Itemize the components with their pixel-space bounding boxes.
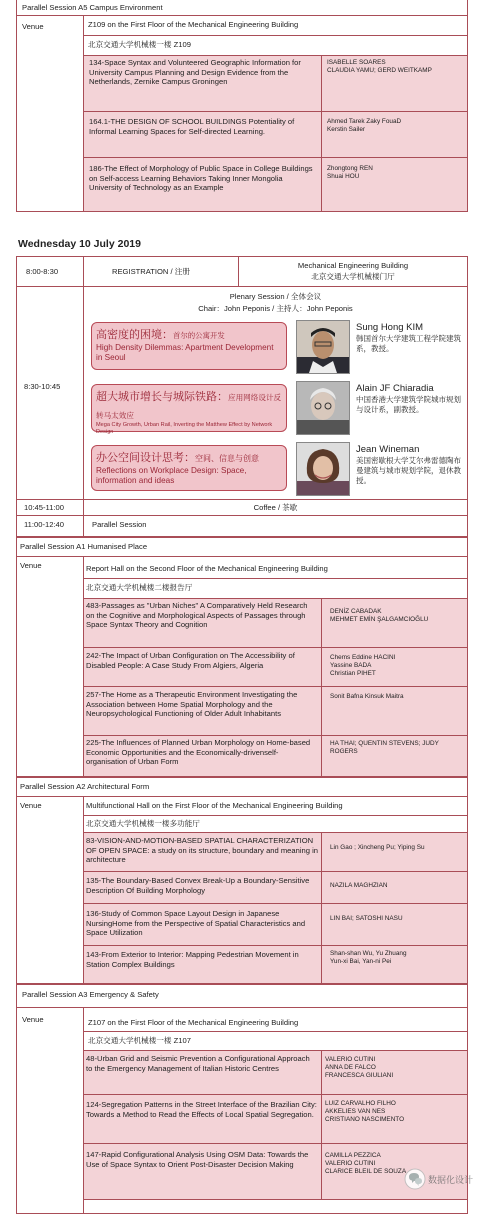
a5-paper-authors: Ahmed Tarek Zaky FouaD Kerstin Sailer bbox=[327, 118, 402, 133]
day-title: Wednesday 10 July 2019 bbox=[18, 238, 141, 250]
a1-paper-title: 257-The Home as a Therapeutic Environment Investigating the Association between Home Spatial Morphology and the Neuropsychological Functioning of Older Adult Inhabitants bbox=[86, 690, 298, 719]
speaker-name: Sung Hong KIM bbox=[356, 322, 424, 333]
parallel-time: 11:00-12:40 bbox=[24, 520, 64, 529]
registration-venue-en: Mechanical Engineering Building bbox=[297, 261, 409, 270]
speaker-desc: 韩国首尔大学建筑工程学院建筑系，教授。 bbox=[356, 334, 461, 353]
talk-title-bubble bbox=[91, 322, 287, 370]
parallel-label: Parallel Session bbox=[92, 520, 147, 529]
a1-paper-title: 242-The Impact of Urban Configuration on The Accessibility of Disabled People: A Case Study From Algiers, Algeria bbox=[86, 651, 295, 670]
speaker-desc: 美国密歇根大学艾尔弗雷德陶布曼建筑与城市规划学院，退休教授。 bbox=[356, 456, 461, 485]
speaker-desc: 中国香港大学建筑学院城市规划与设计系，副教授。 bbox=[356, 395, 461, 414]
talk-title-cn-sub: 应用网络设计反转马太效应 bbox=[96, 393, 282, 420]
talk-title-cn: 高密度的困境： bbox=[96, 329, 173, 341]
registration-time: 8:00-8:30 bbox=[26, 267, 59, 276]
plenary-chair: Chair：John Peponis / 主持人：John Peponis bbox=[198, 304, 353, 313]
a3-paper-authors: VALERIO CUTINI ANNA DE FALCO FRANCESCA GIULIANI bbox=[325, 1056, 394, 1079]
a2-paper-authors: LIN BAI; SATOSHI NASU bbox=[330, 915, 403, 922]
talk-title-en: High Density Dilemmas: Apartment Development in Seoul bbox=[96, 343, 274, 362]
talk-title-cn: 办公空间设计思考： bbox=[96, 452, 195, 464]
a5-paper-title: 134-Space Syntax and Volunteered Geographic Information for University Campus Planning and Design Evidence from the Netherlands, Zernike Campus Groningen bbox=[89, 58, 301, 87]
registration-label: REGISTRATION / 注册 bbox=[112, 267, 190, 276]
a1-paper-authors: Chems Eddine HACINI Yassine BADA Christian PIHET bbox=[330, 654, 396, 677]
registration-venue-cn: 北京交通大学机械楼门厅 bbox=[311, 272, 395, 281]
a5-venue-label: Venue bbox=[22, 22, 44, 31]
speaker-photo bbox=[296, 320, 350, 374]
plenary-title: Plenary Session / 全体会议 bbox=[229, 292, 322, 301]
a1-paper-authors: DENİZ CABADAK MEHMET EMİN ŞALGAMCIOĞLU bbox=[330, 608, 429, 623]
talk-title-bubble bbox=[91, 445, 287, 491]
watermark bbox=[404, 1168, 473, 1190]
a1-paper-title: 225-The Influences of Planned Urban Morphology on Home-based Economic Opportunities and the Economically-drivenself-organisation of Urban Form bbox=[86, 738, 311, 767]
speaker-photo bbox=[296, 381, 350, 435]
a3-paper-authors: CAMILLA PEZZICA VALERIO CUTINI CLARICE BLEIL DE SOUZA bbox=[325, 1152, 407, 1175]
a5-paper-title: 164.1-THE DESIGN OF SCHOOL BUILDINGS Potentiality of Informal Learning Spaces for Self-directed Learning. bbox=[89, 117, 295, 136]
a1-paper-authors: HA THAI; QUENTIN STEVENS; JUDY ROGERS bbox=[330, 740, 439, 755]
coffee-label: Coffee / 茶歇 bbox=[253, 503, 298, 512]
a2-paper-title: 135-The Boundary-Based Convex Break-Up a Boundary-Sensitive Description Of Building Morphology bbox=[86, 876, 310, 895]
a2-paper-authors: Shan-shan Wu, Yu Zhuang Yun-xi Bai, Yan-ni Pei bbox=[330, 950, 407, 965]
speaker-name: Jean Wineman bbox=[356, 444, 420, 455]
a1-paper-authors: Sonit Bafna Kinsuk Maitra bbox=[330, 693, 404, 700]
a2-header: Parallel Session A2 Architectural Form bbox=[20, 782, 150, 791]
a3-header: Parallel Session A3 Emergency & Safety bbox=[22, 990, 159, 999]
a2-paper-authors: NAZILA MAGHZIAN bbox=[330, 882, 388, 889]
a3-venue-en: Z107 on the First Floor of the Mechanical Engineering Building bbox=[88, 1018, 299, 1027]
a3-venue-label: Venue bbox=[22, 1015, 44, 1024]
a2-venue-label: Venue bbox=[20, 801, 42, 810]
speaker-photo bbox=[296, 442, 350, 496]
a5-header: Parallel Session A5 Campus Environment bbox=[22, 3, 163, 12]
plenary-time: 8:30-10:45 bbox=[24, 382, 61, 391]
talk-title-cn-sub: 首尔的公寓开发 bbox=[173, 331, 225, 340]
speaker-name: Alain JF Chiaradia bbox=[356, 383, 434, 394]
a3-paper-title: 124-Segregation Patterns in the Street Interface of the Brazilian City: Towards a Method to Read the Effects of Local Spatial Segregation. bbox=[86, 1100, 317, 1119]
coffee-time: 10:45-11:00 bbox=[24, 503, 64, 512]
a2-paper-authors: Lin Gao ; Xincheng Pu; Yiping Su bbox=[330, 844, 425, 851]
a5-venue-cn: 北京交通大学机械楼一楼 Z109 bbox=[88, 40, 191, 49]
a5-venue-en: Z109 on the First Floor of the Mechanical Engineering Building bbox=[88, 20, 299, 29]
a2-paper-title: 143-From Exterior to Interior: Mapping Pedestrian Movement in Station Complex Buildings bbox=[86, 950, 299, 969]
a2-paper-title: 136-Study of Common Space Layout Design in Japanese NursingHome from the Perspective of Spatial Characteristics and Space Utilization bbox=[86, 909, 306, 938]
a3-paper-title: 48-Urban Grid and Seismic Prevention a Configurational Approach to the Emergency Management of Italian Historic Centres bbox=[86, 1054, 310, 1073]
a1-venue-cn: 北京交通大学机械楼二楼报告厅 bbox=[86, 583, 193, 592]
talk-title-cn-sub: 空间、信息与创意 bbox=[195, 454, 259, 463]
a5-paper-title: 186-The Effect of Morphology of Public Space in College Buildings on Self-access Learning Behaviors Taking Inner Mongolia University of Technology as an Example bbox=[89, 164, 313, 193]
a2-venue-en: Multifunctional Hall on the First Floor of the Mechanical Engineering Building bbox=[86, 801, 343, 810]
a3-paper-authors: LUIZ CARVALHO FILHO AKKELIES VAN NES CRISTIANO NASCIMENTO bbox=[325, 1100, 405, 1123]
a1-venue-en: Report Hall on the Second Floor of the Mechanical Engineering Building bbox=[86, 564, 328, 573]
wechat-logo-icon bbox=[404, 1168, 426, 1190]
a3-venue-cn: 北京交通大学机械楼一楼 Z107 bbox=[88, 1036, 191, 1045]
watermark-text: 数据化设计 bbox=[428, 1174, 474, 1185]
a1-venue-label: Venue bbox=[20, 561, 42, 570]
a5-paper-authors: ISABELLE SOARES CLAUDIA YAMU; GERD WEITKAMP bbox=[327, 59, 432, 74]
a2-paper-title: 83-VISION-AND-MOTION-BASED SPATIAL CHARACTERIZATION OF OPEN SPACE: a study on its structure, boundary and meaning in architecture bbox=[86, 836, 319, 865]
talk-title-bubble bbox=[91, 384, 287, 435]
a2-venue-cn: 北京交通大学机械楼一楼多功能厅 bbox=[86, 819, 200, 828]
talk-title-en: Mega City Growth, Urban Rail, Inverting the Matthew Effect by Network Design bbox=[96, 422, 273, 435]
talk-title-en: Reflections on Workplace Design: Space, information and ideas bbox=[96, 466, 247, 485]
a3-paper-title: 147-Rapid Configurational Analysis Using OSM Data: Towards the Use of Space Syntax to Orient Post-Disaster Decision Making bbox=[86, 1150, 309, 1169]
a1-paper-title: 483-Passages as "Urban Niches" A Comparatively Held Research on the Cognitive and Morphological Aspects of Passages through Space Syntax Theory and Cognition bbox=[86, 601, 308, 630]
a1-header: Parallel Session A1 Humanised Place bbox=[20, 542, 148, 551]
a5-paper-authors: Zhongtong REN Shuai HOU bbox=[327, 165, 373, 180]
talk-title-cn: 超大城市增长与城际铁路： bbox=[96, 391, 228, 403]
